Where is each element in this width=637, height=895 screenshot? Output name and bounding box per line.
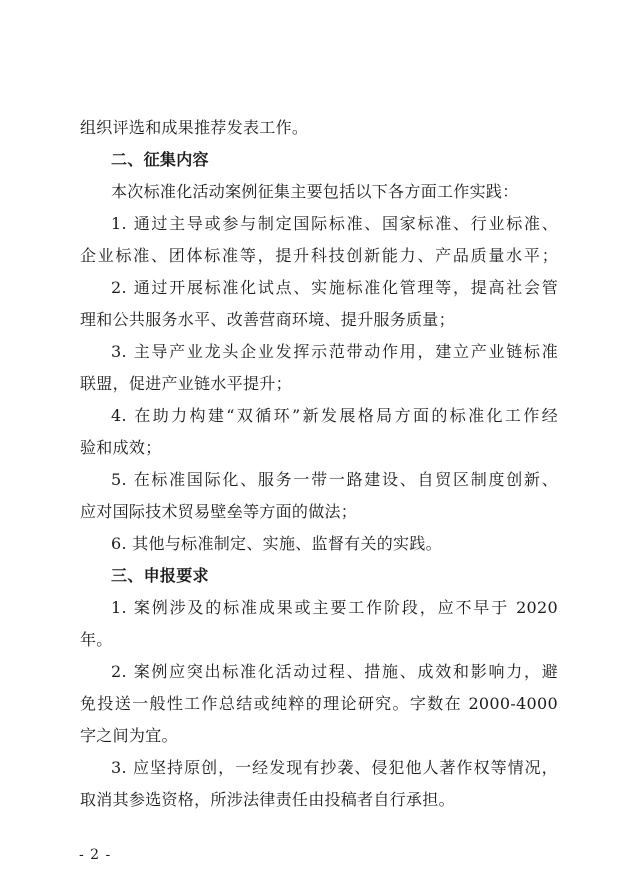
list-item-line: 3. 应坚持原创，一经发现有抄袭、侵犯他人著作权等情况，: [111, 758, 558, 777]
list-item-line: 企业标准、团体标准等，提升科技创新能力、产品质量水平；: [80, 246, 558, 265]
list-item-line: 免投送一般性工作总结或纯粹的理论研究。字数在 2000-4000: [80, 694, 558, 713]
list-item-line: 验和成效；: [80, 438, 162, 457]
list-item-line: 字之间为宜。: [80, 726, 178, 745]
paragraph-line: 组织评选和成果推荐发表工作。: [80, 118, 309, 137]
list-item-line: 应对国际技术贸易壁垒等方面的做法；: [80, 502, 358, 521]
list-item-line: 年。: [80, 630, 113, 649]
list-item-line: 1. 案例涉及的标准成果或主要工作阶段，应不早于 2020: [111, 598, 558, 617]
list-item-line: 3. 主导产业龙头企业发挥示范带动作用，建立产业链标准: [111, 342, 558, 361]
list-item-line: 2. 通过开展标准化试点、实施标准化管理等，提高社会管: [111, 278, 558, 297]
list-item-line: 联盟，促进产业链水平提升；: [80, 374, 292, 393]
list-item-line: 1. 通过主导或参与制定国际标准、国家标准、行业标准、: [111, 214, 558, 233]
list-item-line: 理和公共服务水平、改善营商环境、提升服务质量；: [80, 310, 455, 329]
list-item-line: 4. 在助力构建“双循环”新发展格局方面的标准化工作经: [111, 406, 558, 425]
list-item-line: 取消其参选资格，所涉法律责任由投稿者自行承担。: [80, 790, 455, 809]
list-item-line: 2. 案例应突出标准化活动过程、措施、成效和影响力，避: [111, 662, 558, 681]
section-heading-collection-content: 二、征集内容: [111, 150, 209, 169]
list-item-line: 5. 在标准国际化、服务一带一路建设、自贸区制度创新、: [111, 470, 558, 489]
list-item-line: 6. 其他与标准制定、实施、监督有关的实践。: [111, 534, 442, 553]
section-heading-requirements: 三、申报要求: [111, 566, 209, 585]
page-number: - 2 -: [79, 847, 112, 863]
paragraph-line: 本次标准化活动案例征集主要包括以下各方面工作实践：: [111, 182, 519, 201]
